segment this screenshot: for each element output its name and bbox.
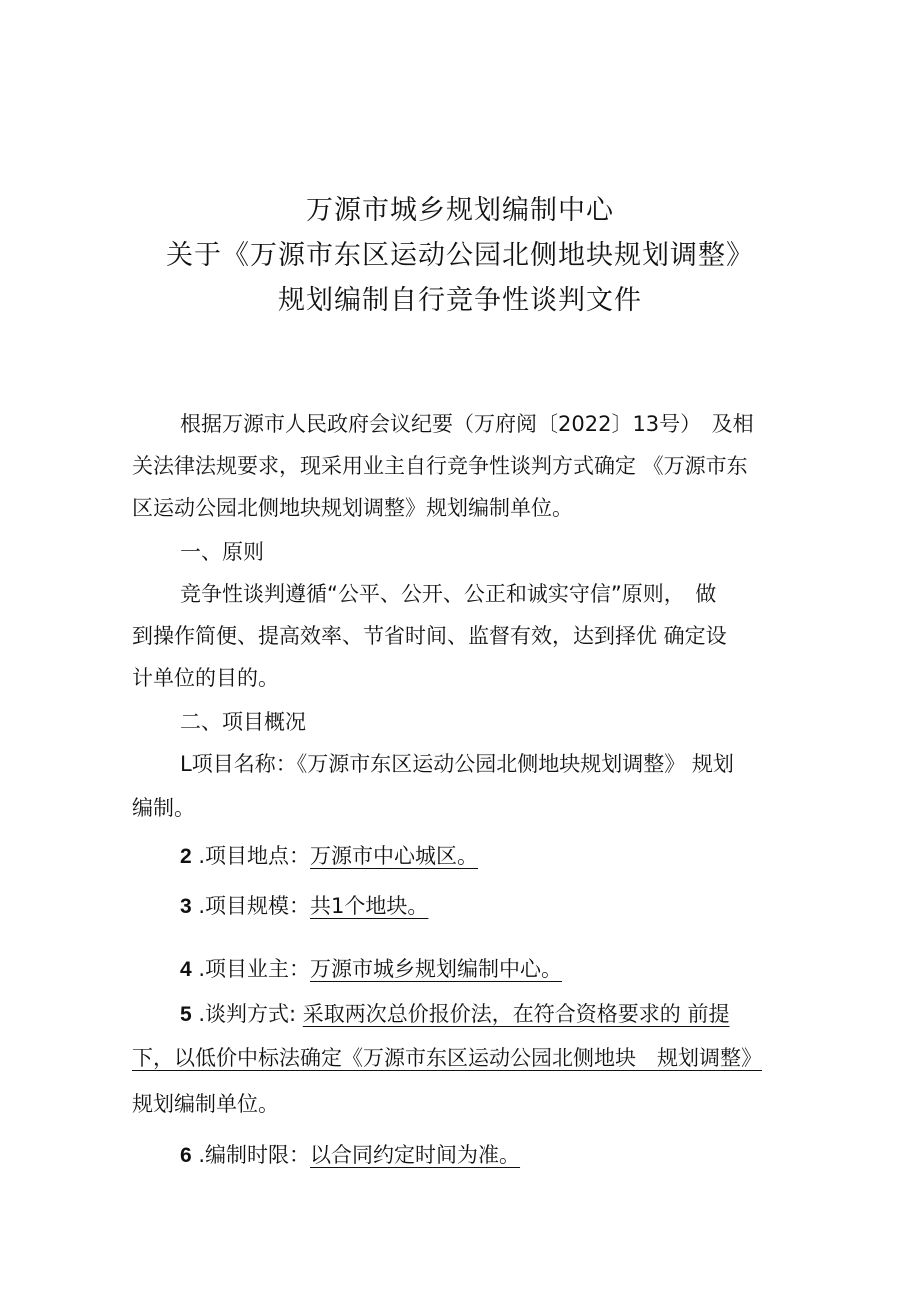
item5-value-line-2: 下，以低价中标法确定《万源市东区运动公园北侧地块 规划调整》 bbox=[132, 1046, 762, 1070]
title-line-1: 万源市城乡规划编制中心 bbox=[306, 195, 614, 226]
item2-number: 2 bbox=[180, 845, 192, 868]
section-heading-overview: 二、项目概况 bbox=[180, 710, 306, 734]
item5-negotiation-method bbox=[180, 998, 729, 1028]
item5-label: .谈判方式: bbox=[191, 1002, 303, 1026]
item2-value: 万源市中心城区。 bbox=[310, 844, 479, 868]
item4-value: 万源市城乡规划编制中心。 bbox=[310, 957, 563, 981]
item3-label: .项目规模： bbox=[191, 894, 311, 918]
principles-line-3: 计单位的目的。 bbox=[132, 666, 279, 690]
item5-number: 5 bbox=[180, 1003, 192, 1026]
principles-line-2: 到操作简便、提高效率、节省时间、监督有效，达到择优 确定设 bbox=[132, 624, 727, 648]
title-line-3: 规划编制自行竞争性谈判文件 bbox=[278, 285, 642, 316]
item4-label: .项目业主： bbox=[191, 957, 311, 981]
principles-line-1: 竞争性谈判遵循“公平、公开、公正和诚实守信”原则， 做 bbox=[180, 582, 717, 606]
item6-compilation-deadline bbox=[180, 1139, 520, 1169]
item3-project-scale bbox=[180, 890, 428, 920]
item5-value-line-1: 采取两次总价报价法，在符合资格要求的 前提 bbox=[302, 1002, 730, 1026]
intro-line-1: 根据万源市人民政府会议纪要（万府阅〔2022〕13号） 及相 bbox=[180, 412, 754, 436]
title-line-2: 关于《万源市东区运动公园北侧地块规划调整》 bbox=[166, 240, 754, 271]
item6-number: 6 bbox=[180, 1144, 192, 1167]
item4-project-owner bbox=[180, 953, 562, 983]
item6-value: 以合同约定时间为准。 bbox=[310, 1143, 521, 1167]
item2-label: .项目地点： bbox=[191, 844, 311, 868]
intro-line-3: 区运动公园北侧地块规划调整》规划编制单位。 bbox=[132, 496, 573, 520]
item4-number: 4 bbox=[180, 958, 192, 981]
item1-line-2: 编制。 bbox=[132, 796, 195, 820]
item5-line-2 bbox=[132, 1042, 762, 1072]
item1-line-1: L项目名称：《万源市东区运动公园北侧地块规划调整》 规划 bbox=[180, 752, 734, 776]
item3-number: 3 bbox=[180, 895, 192, 918]
item2-project-location bbox=[180, 840, 478, 870]
intro-line-2: 关法律法规要求，现采用业主自行竞争性谈判方式确定 《万源市东 bbox=[132, 454, 748, 478]
item5-line-3: 规划编制单位。 bbox=[132, 1092, 279, 1116]
item3-value: 共1个地块。 bbox=[310, 894, 429, 918]
item6-label: .编制时限： bbox=[191, 1143, 311, 1167]
section-heading-principles: 一、原则 bbox=[180, 540, 264, 564]
